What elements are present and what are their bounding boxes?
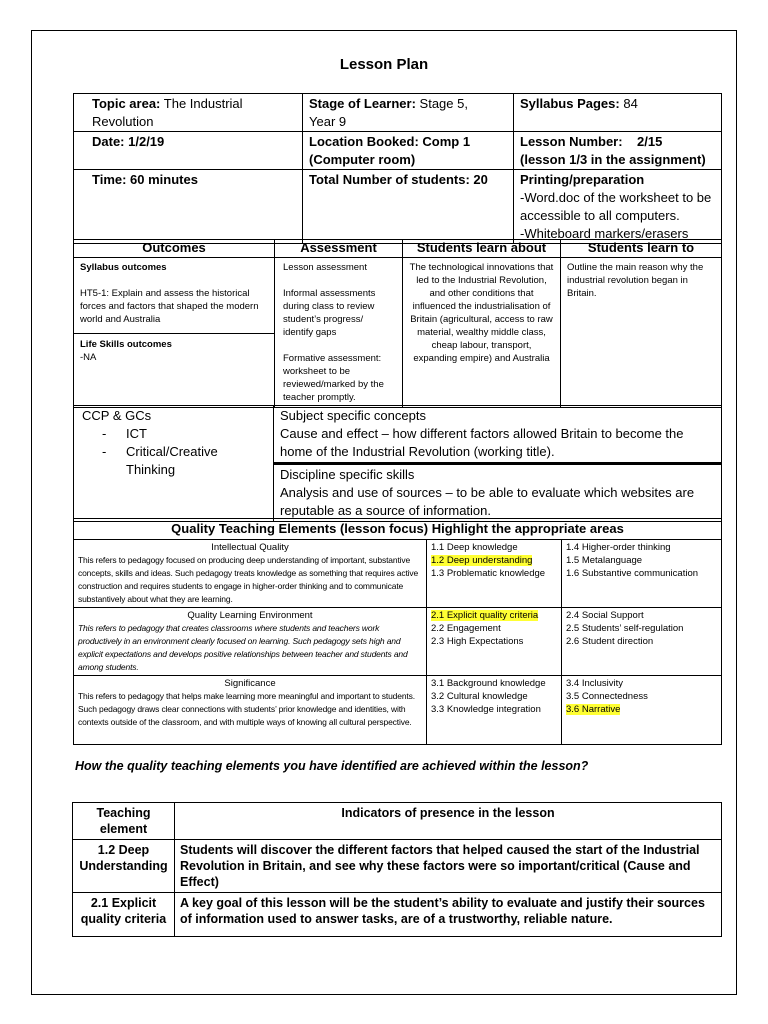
assessment-header: Assessment	[275, 240, 403, 258]
ccp-list	[82, 425, 267, 479]
syllabus-outcomes-label: Syllabus outcomes	[80, 262, 167, 273]
qte-row-desc: This refers to pedagogy that creates classrooms where students and teachers work productively in an environment clearly focused on learning. Such pedagogy sets high and explicit expectations and develops positive relationships between teacher and students and among students.	[78, 623, 408, 672]
subject-text: Cause and effect – how different factors allowed Britain to become the home of the Industrial Revolution (working title).	[280, 426, 684, 459]
qte-element: 1.5 Metalanguage	[566, 555, 643, 566]
date-cell: Date: 1/2/19	[74, 132, 303, 170]
qte-element-highlighted: 1.2 Deep understanding	[431, 555, 533, 566]
qte-col2	[562, 608, 722, 676]
qte-element: 3.2 Cultural knowledge	[431, 691, 528, 702]
stage-cell	[303, 94, 514, 132]
learn-about-cell: The technological innovations that led to the Industrial Revolution, and other conditions that influenced the industrialisation of Britain (agricultural, access to raw material, wealthy middle class, cheap labour, transport, expanding empire) and Australia	[403, 258, 561, 408]
learn-to-header: Students learn to	[561, 240, 722, 258]
qte-row-desc: This refers to pedagogy focused on producing deep understanding of important, substantive concepts, skills and ideas. Such pedagogy treats knowledge as something that requires active construction and requires students to engage in higher-order thinking and to communicate substantively about what they are learning.	[78, 555, 419, 604]
subject-title: Subject specific concepts	[280, 408, 426, 423]
ccp-title: CCP & GCs	[82, 408, 152, 423]
qte-element: 1.4 Higher-order thinking	[566, 542, 671, 553]
indicator-text-cell: A key goal of this lesson will be the student’s ability to evaluate and justify their sources of information used to answer tasks, are of a trustworthy, reliable nature.	[175, 893, 722, 937]
assessment-formative: Formative assessment: worksheet to be reviewed/marked by the teacher promptly.	[283, 353, 384, 403]
learn-about-header: Students learn about	[403, 240, 561, 258]
qte-row-intellectual	[74, 540, 427, 608]
printing-item: -Word.doc of the worksheet to be accessible to all computers.	[520, 190, 712, 223]
outcomes-header: Outcomes	[74, 240, 275, 258]
qte-element: 1.3 Problematic knowledge	[431, 568, 546, 579]
qte-col2	[562, 540, 722, 608]
topic-cell	[74, 94, 303, 132]
location-cell: Location Booked: Comp 1 (Computer room)	[303, 132, 514, 170]
printing-label: Printing/preparation	[520, 172, 645, 187]
qte-element: 1.6 Substantive communication	[566, 568, 699, 579]
syllabus-value: 84	[623, 96, 638, 111]
subject-concepts-cell	[274, 406, 722, 464]
ccp-item: - ICT	[102, 425, 267, 443]
qte-col1	[427, 608, 562, 676]
syllabus-outcome-text: HT5-1: Explain and assess the historical forces and factors that shaped the modern world and Australia	[80, 288, 259, 325]
discipline-skills-cell	[274, 464, 722, 522]
lesson-number-label: Lesson Number:	[520, 134, 623, 149]
discipline-text: Analysis and use of sources – to be able to evaluate which websites are reputable as a source of information.	[280, 485, 695, 518]
qte-element: 3.5 Connectedness	[566, 691, 648, 702]
qte-element: 1.1 Deep knowledge	[431, 542, 518, 553]
life-skills-label: Life Skills outcomes	[80, 339, 172, 350]
qte-row-label: Intellectual Quality	[211, 542, 289, 553]
outcomes-table	[73, 239, 722, 408]
qte-element-highlighted: 2.1 Explicit quality criteria	[431, 610, 539, 621]
qte-row-significance	[74, 676, 427, 745]
qte-row-desc: This refers to pedagogy that helps make learning more meaningful and important to students. Such pedagogy draws clear connections with students’ prior knowledge and identities, with contexts outside of the classroom, and with multiple ways of knowing all cultural perspective.	[78, 691, 415, 727]
page-title: Lesson Plan	[339, 56, 429, 73]
topic-label: Topic area:	[92, 96, 161, 111]
students-cell: Total Number of students: 20	[303, 170, 514, 244]
qte-col2	[562, 676, 722, 745]
qte-table	[73, 518, 722, 745]
qte-row-label: Significance	[224, 678, 276, 689]
qte-element: 3.1 Background knowledge	[431, 678, 546, 689]
lesson-info-table	[73, 93, 722, 244]
lesson-number-value: 2/15	[637, 134, 663, 149]
qte-element: 2.3 High Expectations	[431, 636, 524, 647]
indicators-table	[72, 802, 722, 937]
teaching-element-cell: 2.1 Explicit quality criteria	[73, 893, 175, 937]
ccp-cell	[74, 406, 274, 522]
lesson-number-note: (lesson 1/3 in the assignment)	[520, 152, 706, 167]
time-cell: Time: 60 minutes	[74, 170, 303, 244]
question-text: How the quality teaching elements you have identified are achieved within the lesson?	[75, 759, 589, 773]
qte-col1	[427, 540, 562, 608]
syllabus-label: Syllabus Pages:	[520, 96, 620, 111]
stage-value: Stage 5, Year 9	[309, 96, 468, 129]
qte-element: 2.5 Students’ self-regulation	[566, 623, 684, 634]
qte-element: 2.6 Student direction	[566, 636, 654, 647]
qte-col1	[427, 676, 562, 745]
qte-element: 3.3 Knowledge integration	[431, 704, 541, 715]
assessment-cell	[275, 258, 403, 408]
printing-item: -Whiteboard markers/erasers	[520, 226, 689, 241]
printing-cell	[514, 170, 722, 244]
assessment-informal: Informal assessments during class to review student’s progress/ identify gaps	[283, 288, 376, 338]
outcomes-cell	[74, 258, 275, 408]
indicator-text-cell: Students will discover the different factors that helped caused the start of the Industrial Revolution in Britain, and see why these factors were so important/critical (Cause and Effect)	[175, 840, 722, 893]
qte-element: 2.2 Engagement	[431, 623, 501, 634]
life-skills-value: -NA	[80, 352, 97, 363]
teaching-element-header: Teaching element	[73, 803, 175, 840]
qte-element: 2.4 Social Support	[566, 610, 644, 621]
ccp-item: - Critical/Creative Thinking	[102, 443, 267, 479]
qte-row-environment	[74, 608, 427, 676]
ccp-table	[73, 405, 722, 522]
assessment-title: Lesson assessment	[283, 262, 367, 273]
stage-label: Stage of Learner:	[309, 96, 416, 111]
discipline-title: Discipline specific skills	[280, 467, 415, 482]
indicators-header: Indicators of presence in the lesson	[175, 803, 722, 840]
topic-value: The Industrial Revolution	[92, 96, 243, 129]
qte-element-highlighted: 3.6 Narrative	[566, 704, 621, 715]
teaching-element-cell: 1.2 Deep Understanding	[73, 840, 175, 893]
qte-row-label: Quality Learning Environment	[187, 610, 313, 621]
learn-to-cell: Outline the main reason why the industrial revolution began in Britain.	[561, 258, 722, 408]
qte-heading: Quality Teaching Elements (lesson focus) Highlight the appropriate areas	[74, 519, 722, 540]
lesson-number-cell	[514, 132, 722, 170]
syllabus-cell	[514, 94, 722, 132]
qte-element: 3.4 Inclusivity	[566, 678, 624, 689]
